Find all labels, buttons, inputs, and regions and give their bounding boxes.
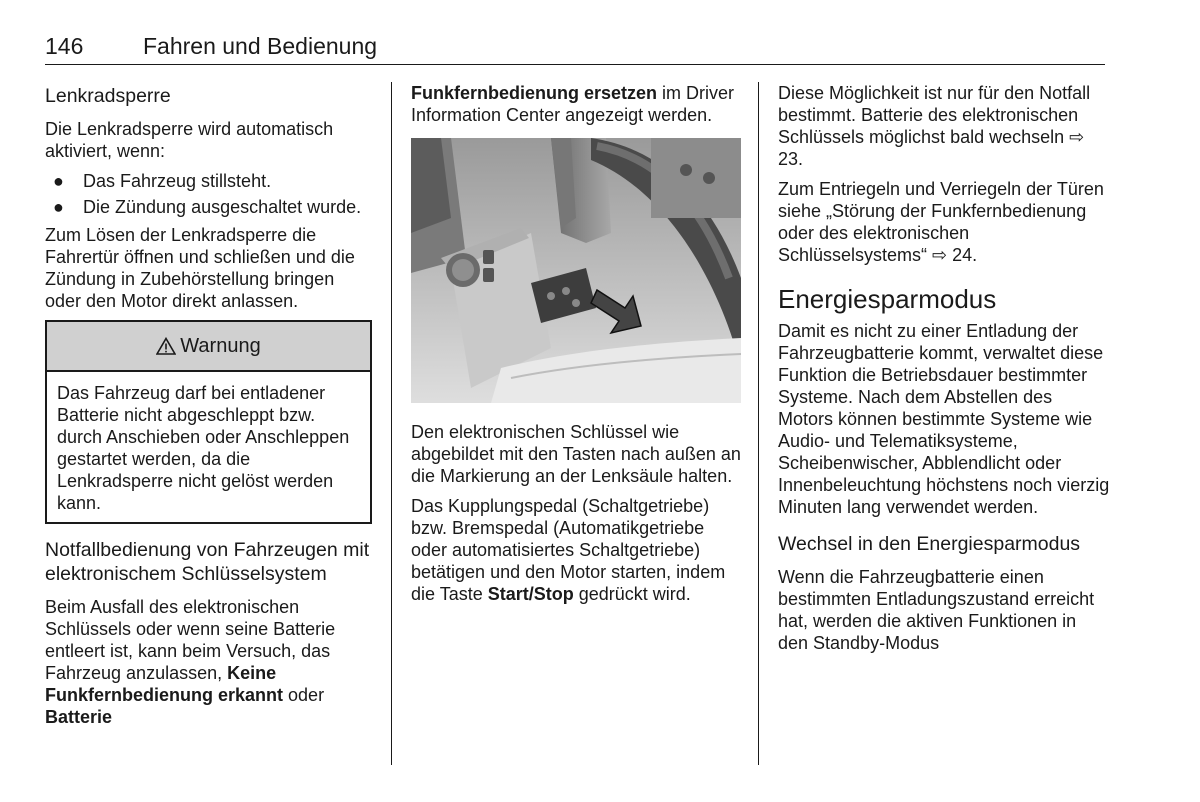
page-header xyxy=(45,33,1105,65)
paragraph: Zum Lösen der Lenkradsperre die Fahrertür öffnen und schließen und die Zündung in Zubehörstellung bringen oder den Motor direkt anlassen. xyxy=(45,225,355,311)
list-item xyxy=(45,170,375,192)
column-left xyxy=(45,82,375,736)
header-rule xyxy=(45,64,1105,65)
section-title: Fahren und Bedienung xyxy=(143,33,378,59)
bullet-list xyxy=(45,170,375,218)
paragraph xyxy=(45,596,375,728)
paragraph: Die Lenkradsperre wird automatisch aktiviert, wenn: xyxy=(45,119,334,161)
paragraph xyxy=(411,495,741,605)
paragraph: Diese Möglichkeit ist nur für den Notfall bestimmt. Batterie des elektronischen Schlüssels möglichst bald wechseln ⇨ 23. xyxy=(778,83,1091,169)
warning-title: Warnung xyxy=(180,335,261,357)
bullet-icon: ● xyxy=(53,171,64,191)
warning-triangle-icon xyxy=(156,337,176,355)
display-message-text: Keine Funkfernbedienung erkannt xyxy=(45,663,284,705)
text-run: Das Kupplungspedal (Schaltgetriebe) bzw. Bremspedal (Automatikgetriebe oder automatisiertes Schaltgetriebe) betätigen und den Motor starten, indem die Taste xyxy=(411,496,726,604)
display-message-text: Funkfernbedienung ersetzen xyxy=(411,83,658,103)
heading-energiesparmodus: Energiesparmodus xyxy=(778,284,997,314)
paragraph: Den elektronischen Schlüssel wie abgebildet mit den Tasten nach außen an die Markierung an der Lenksäule halten. xyxy=(411,422,741,486)
heading-lenkradsperre: Lenkradsperre xyxy=(45,85,171,107)
bullet-icon: ● xyxy=(53,197,64,217)
warning-text: Das Fahrzeug darf bei entladener Batterie nicht abgeschleppt bzw. durch Anschieben oder Anschleppen gestartet werden, da die Lenkradsperre nicht gelöst werden kann. xyxy=(57,383,350,513)
paragraph xyxy=(411,82,741,126)
warning-header xyxy=(47,322,370,372)
heading-notfallbedienung: Notfallbedienung von Fahrzeugen mit elektronischem Schlüsselsystem xyxy=(45,539,370,585)
page-number: 146 xyxy=(45,33,84,59)
list-item-text: Das Fahrzeug stillsteht. xyxy=(83,171,272,191)
text-run: im Driver Information Center angezeigt werden. xyxy=(411,83,735,125)
text-run: gedrückt wird. xyxy=(573,584,691,604)
key-fob-steering-column-illustration xyxy=(411,138,741,403)
column-divider-2 xyxy=(758,82,759,765)
list-item xyxy=(45,196,375,218)
text-run: oder xyxy=(283,685,325,705)
display-message-text: Batterie xyxy=(45,707,113,727)
paragraph: Wenn die Fahrzeugbatterie einen bestimmten Entladungszustand erreicht hat, werden die aktiven Funktionen in den Standby-Modus xyxy=(778,567,1095,653)
heading-wechsel-energiesparmodus: Wechsel in den Energiesparmodus xyxy=(778,533,1081,555)
paragraph: Zum Entriegeln und Verriegeln der Türen siehe „Störung der Funkfernbedienung oder des elektronischen Schlüsselsystems“ ⇨ 24. xyxy=(778,179,1104,265)
paragraph: Damit es nicht zu einer Entladung der Fahrzeugbatterie kommt, verwaltet diese Funktion die Betriebsdauer bestimmter Systeme. Nach dem Abstellen des Motors können bestimmte Systeme wie Audio- und Telematiksysteme, Scheibenwischer, Abblendlicht oder Innenbeleuchtung höchstens noch vierzig Minuten lang verwendet werden. xyxy=(778,321,1110,517)
warning-box xyxy=(45,320,372,524)
start-stop-button-label: Start/Stop xyxy=(487,584,574,604)
column-middle xyxy=(411,82,741,613)
column-right xyxy=(778,82,1110,662)
list-item-text: Die Zündung ausgeschaltet wurde. xyxy=(83,197,362,217)
column-divider-1 xyxy=(391,82,392,765)
text-run: Beim Ausfall des elektronischen Schlüssels oder wenn seine Batterie entleert ist, kann beim Versuch, das Fahrzeug anzulassen, xyxy=(45,597,336,683)
